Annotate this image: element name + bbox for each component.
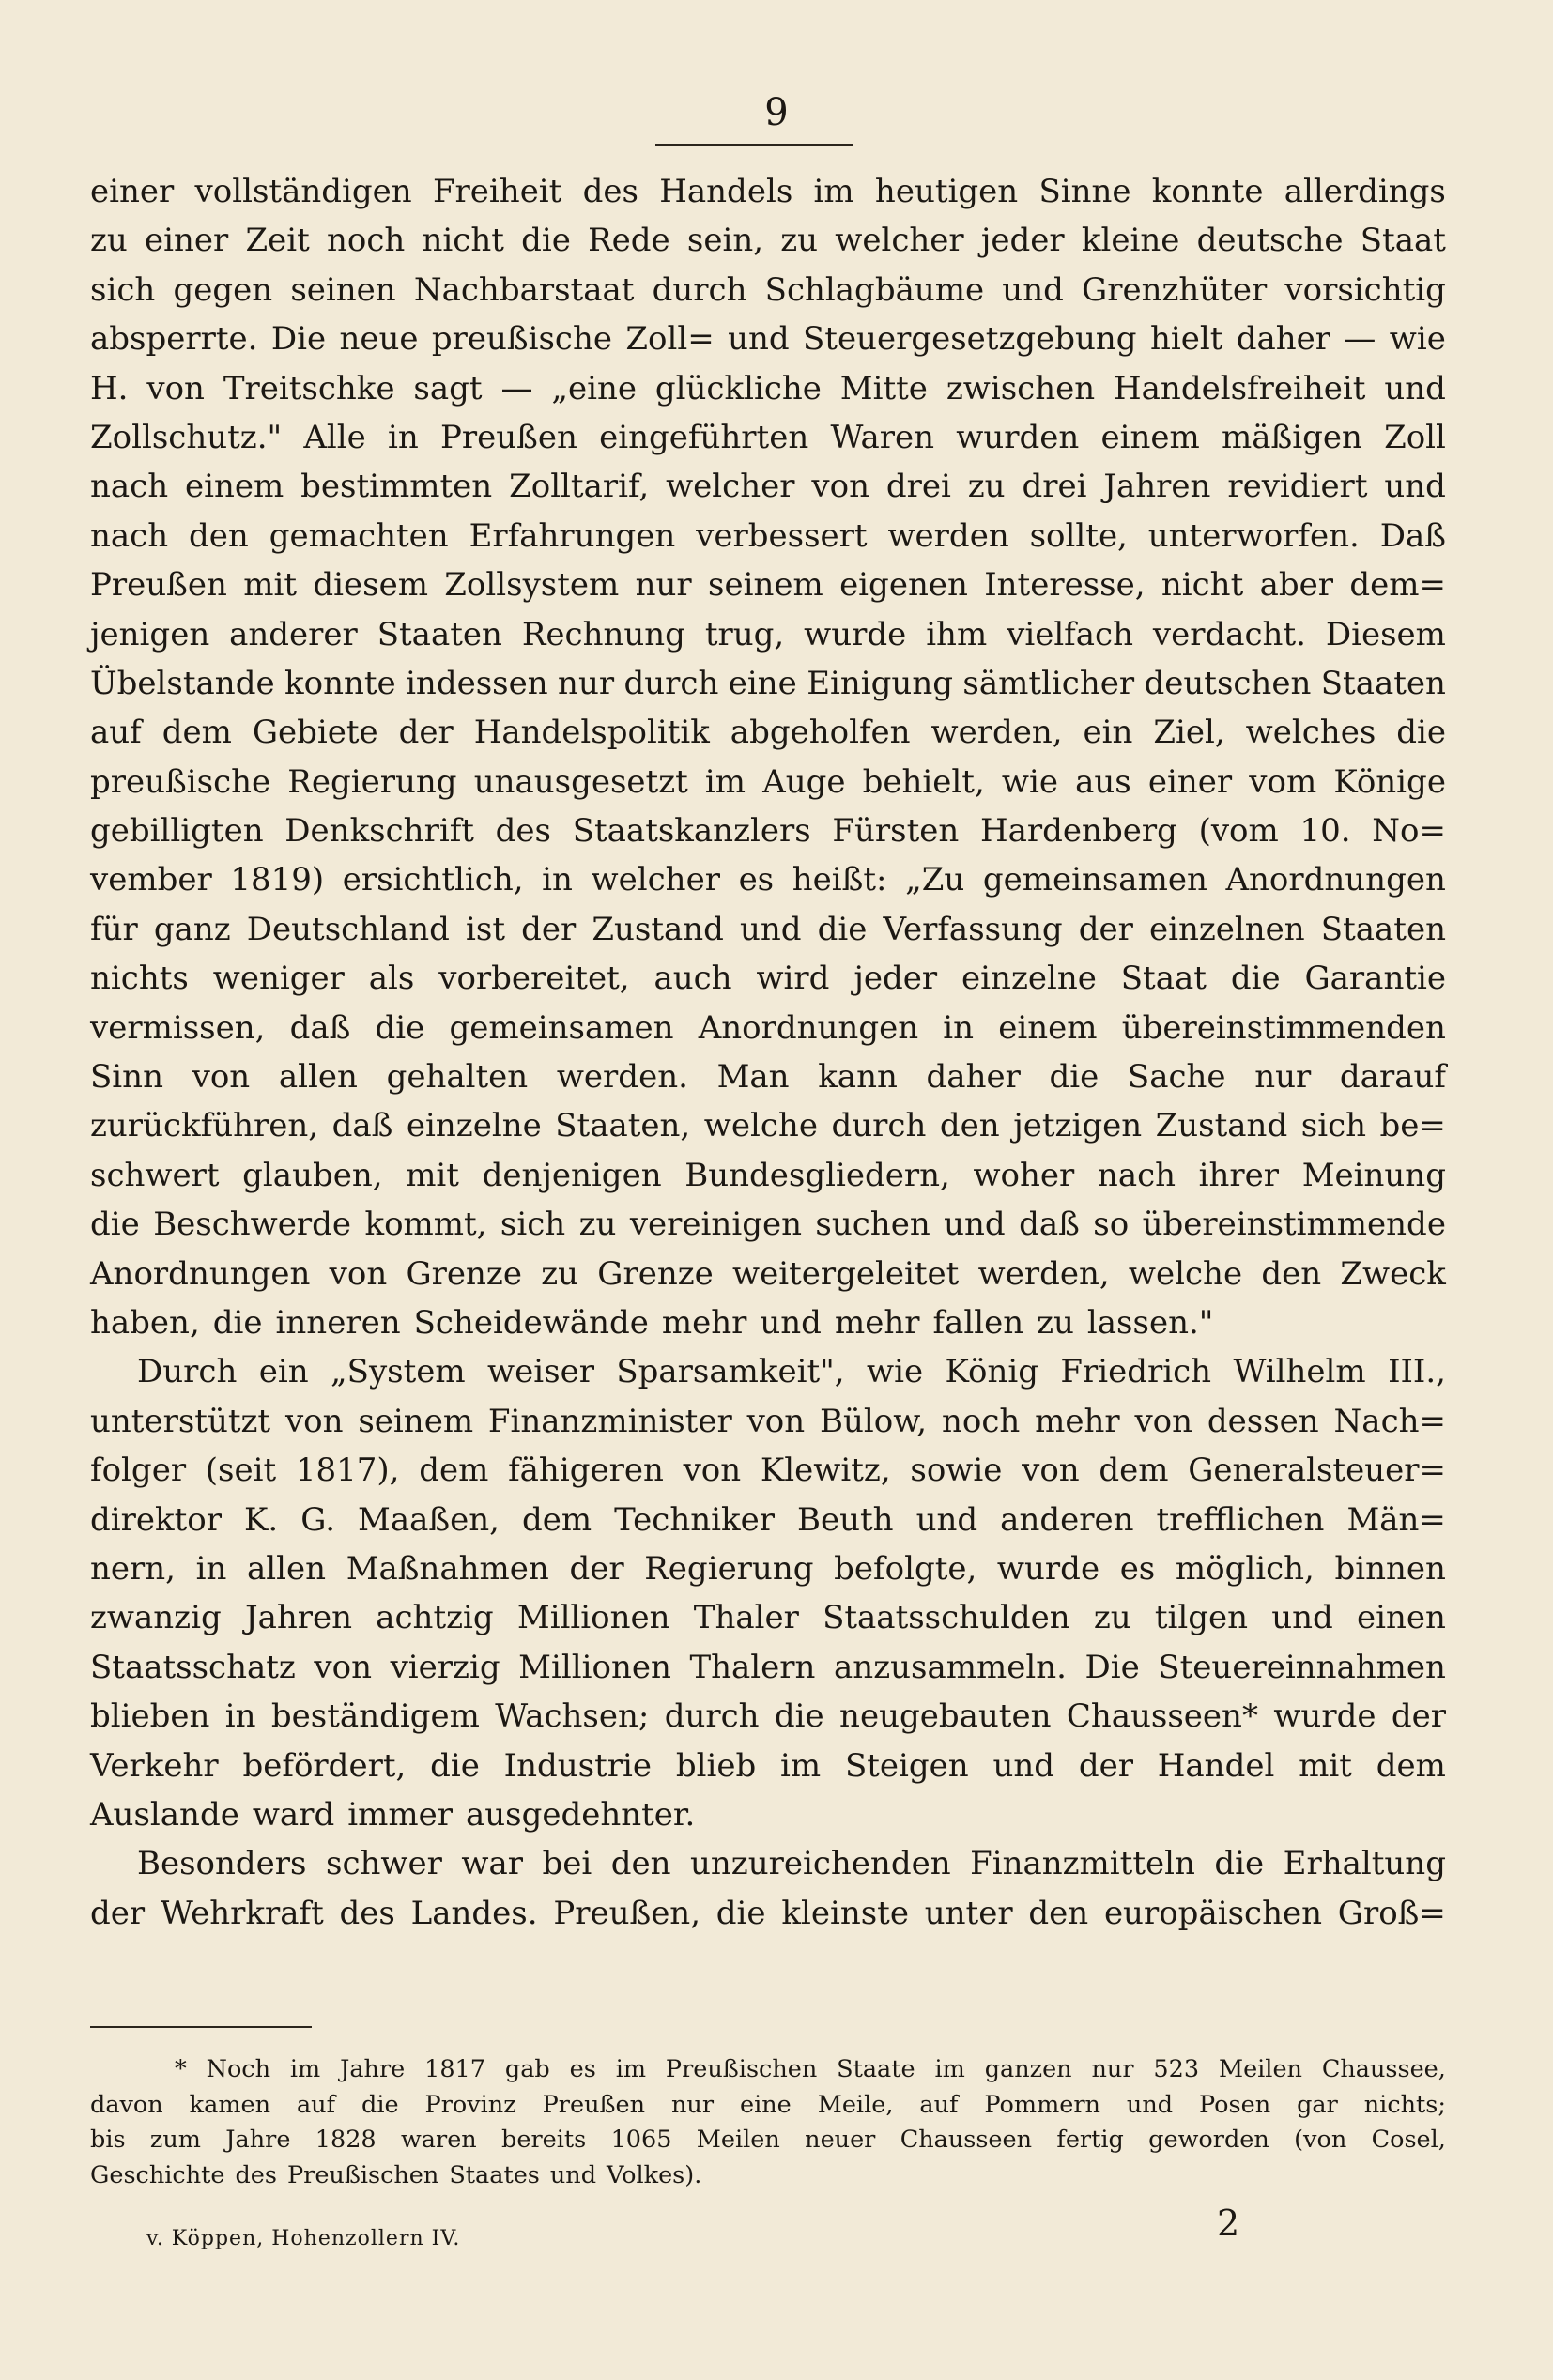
text-line: vermissen, daß die gemeinsamen Anordnungen in einem übereinstimmenden — [90, 1008, 1446, 1047]
footnote-line: * Noch im Jahre 1817 gab es im Preußischen Staate im ganzen nur 523 Meilen Chaussee, — [175, 2055, 1446, 2083]
text-line: vember 1819) ersichtlich, in welcher es heißt: „Zu gemeinsamen Anordnungen — [90, 861, 1446, 899]
footnote-rule — [90, 2026, 312, 2028]
text-line: auf dem Gebiete der Handelspolitik abgeholfen werden, ein Ziel, welches die — [90, 714, 1446, 752]
text-line: Besonders schwer war bei den unzureichenden Finanzmitteln die Erhaltung — [137, 1845, 1446, 1883]
text-line: für ganz Deutschland ist der Zustand und die Verfassung der einzelnen Staaten — [90, 910, 1446, 948]
footnote-line: davon kamen auf die Provinz Preußen nur eine Meile, auf Pommern und Posen gar nichts; — [90, 2090, 1446, 2119]
text-line: folger (seit 1817), dem fähigeren von Klewitz, sowie von dem Generalsteuer= — [90, 1451, 1446, 1490]
text-line: zurückführen, daß einzelne Staaten, welche durch den jetzigen Zustand sich be= — [90, 1107, 1446, 1145]
body-text — [90, 167, 1446, 1938]
text-line: Durch ein „System weiser Sparsamkeit", wie König Friedrich Wilhelm III., — [137, 1353, 1446, 1391]
text-line: H. von Treitschke sagt — „eine glückliche Mitte zwischen Handelsfreiheit und — [90, 369, 1446, 407]
text-line: unterstützt von seinem Finanzminister von Bülow, noch mehr von dessen Nach= — [90, 1402, 1446, 1440]
text-line: Zollschutz." Alle in Preußen eingeführten Waren wurden einem mäßigen Zoll — [90, 418, 1446, 456]
text-line: Auslande ward immer ausgedehnter. — [90, 1795, 696, 1834]
signature-mark: 2 — [1217, 2203, 1240, 2244]
printer-signature: v. Köppen, Hohenzollern IV. — [146, 2227, 461, 2250]
footnote-text — [90, 2052, 1446, 2193]
text-line: die Beschwerde kommt, sich zu vereinigen suchen und daß so übereinstimmende — [90, 1205, 1446, 1244]
text-line: absperrte. Die neue preußische Zoll= und Steuergesetzgebung hielt daher — wie — [90, 320, 1446, 359]
text-line: einer vollständigen Freiheit des Handels im heutigen Sinne konnte allerdings — [90, 173, 1446, 210]
text-line: zu einer Zeit noch nicht die Rede sein, zu welcher jeder kleine deutsche Staat — [90, 222, 1446, 260]
text-line: nern, in allen Maßnahmen der Regierung befolgte, wurde es möglich, binnen — [90, 1549, 1446, 1588]
text-line: schwert glauben, mit denjenigen Bundesgliedern, woher nach ihrer Meinung — [90, 1156, 1446, 1194]
header-rule — [655, 144, 853, 146]
text-line: direktor K. G. Maaßen, dem Techniker Beuth und anderen trefflichen Män= — [90, 1500, 1446, 1539]
text-line: Übelstande konnte indessen nur durch eine Einigung sämtlicher deutschen Staaten — [90, 664, 1446, 702]
page-number: 9 — [764, 91, 789, 134]
text-line: Preußen mit diesem Zollsystem nur seinem eigenen Interesse, nicht aber dem= — [90, 566, 1446, 605]
text-line: gebilligten Denkschrift des Staatskanzlers Fürsten Hardenberg (vom 10. No= — [90, 812, 1446, 851]
footnote-line: bis zum Jahre 1828 waren bereits 1065 Meilen neuer Chausseen fertig geworden (von Cosel, — [90, 2126, 1446, 2154]
text-line: nichts weniger als vorbereitet, auch wird jeder einzelne Staat die Garantie — [90, 960, 1446, 998]
text-line: Sinn von allen gehalten werden. Man kann daher die Sache nur darauf — [90, 1058, 1446, 1097]
text-line: preußische Regierung unausgesetzt im Auge behielt, wie aus einer vom Könige — [90, 762, 1446, 801]
text-line: Anordnungen von Grenze zu Grenze weitergeleitet werden, welche den Zweck — [90, 1254, 1446, 1293]
text-line: haben, die inneren Scheidewände mehr und mehr fallen zu lassen." — [90, 1303, 1214, 1342]
text-line: zwanzig Jahren achtzig Millionen Thaler Staatsschulden zu tilgen und einen — [90, 1599, 1446, 1637]
text-line: jenigen anderer Staaten Rechnung trug, wurde ihm vielfach verdacht. Diesem — [90, 615, 1446, 653]
text-line: blieben in beständigem Wachsen; durch die neugebauten Chausseen* wurde der — [90, 1697, 1446, 1736]
footnote-line: Geschichte des Preußischen Staates und Volkes). — [90, 2160, 702, 2189]
text-line: nach den gemachten Erfahrungen verbessert werden sollte, unterworfen. Daß — [90, 516, 1446, 555]
text-line: der Wehrkraft des Landes. Preußen, die kleinste unter den europäischen Groß= — [90, 1894, 1446, 1932]
text-line: Verkehr befördert, die Industrie blieb im Steigen und der Handel mit dem — [90, 1746, 1446, 1785]
text-line: Staatsschatz von vierzig Millionen Thalern anzusammeln. Die Steuereinnahmen — [90, 1648, 1446, 1686]
text-line: sich gegen seinen Nachbarstaat durch Schlagbäume und Grenzhüter vorsichtig — [90, 270, 1446, 309]
text-line: nach einem bestimmten Zolltarif, welcher von drei zu drei Jahren revidiert und — [90, 468, 1446, 506]
